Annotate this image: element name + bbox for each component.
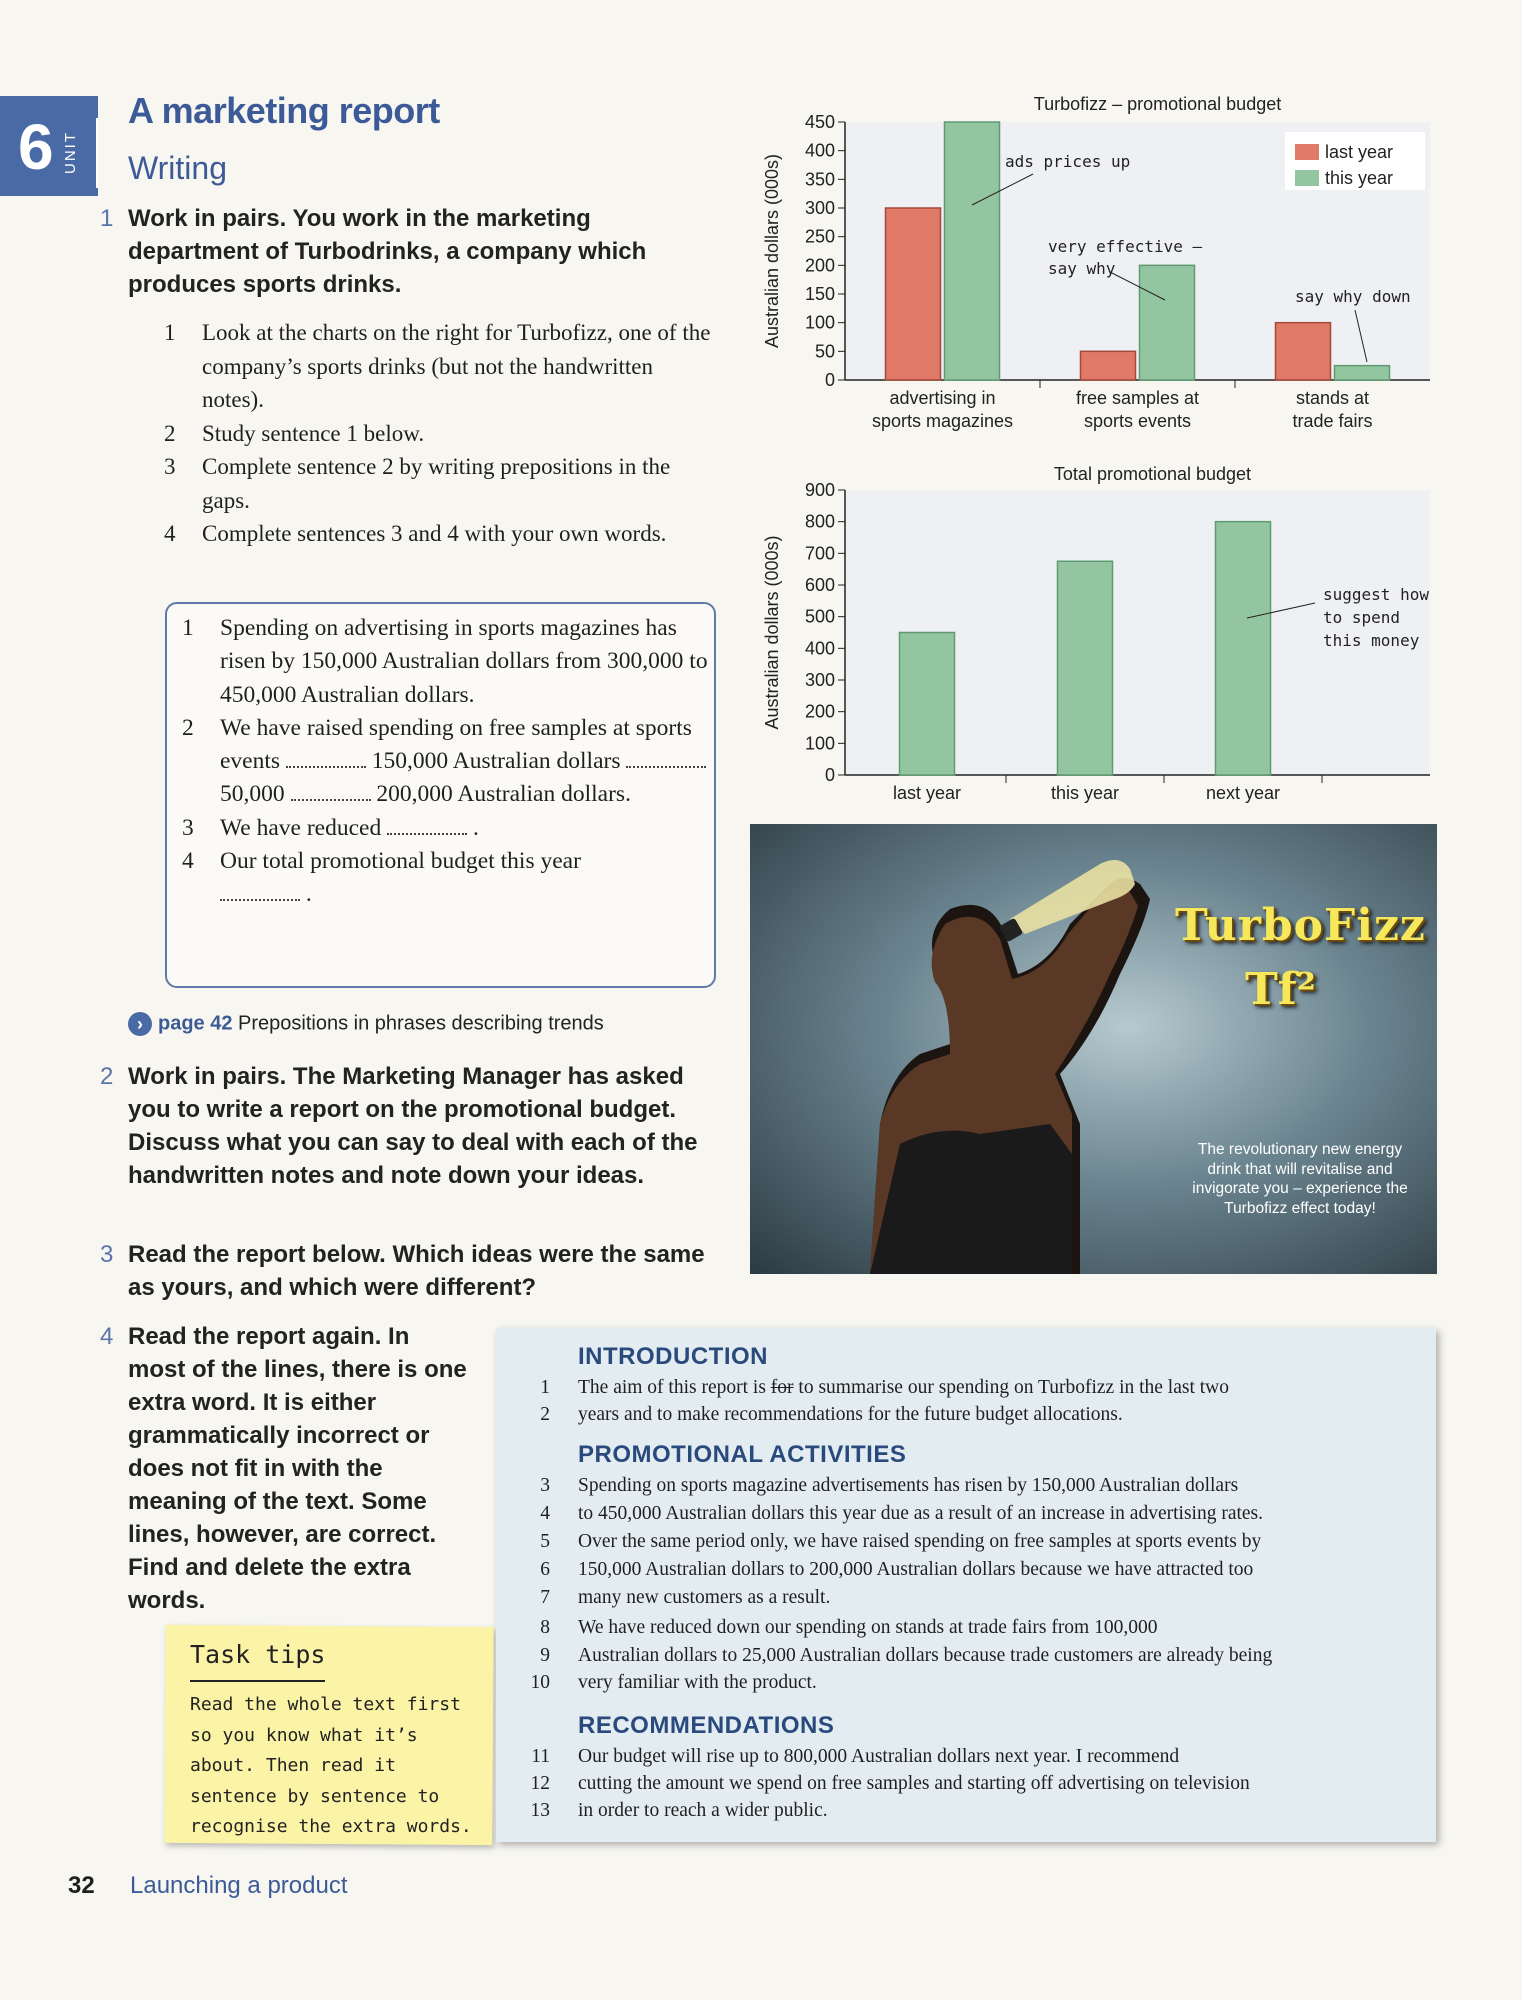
y-tick-label: 100 — [804, 733, 835, 754]
x-tick-label: sports events — [1083, 411, 1192, 431]
page-title: A marketing report — [128, 90, 440, 131]
legend-label: this year — [1325, 168, 1394, 188]
step-item: 3 Complete sentence 2 by writing prepositions in the gaps. — [164, 454, 671, 513]
note-text: suggest how — [1323, 585, 1429, 604]
y-tick-label: 700 — [804, 543, 835, 564]
task-tips-text: Read the whole text first so you know what it’s about. Then read it sentence by sentence to recognise the extra words. — [190, 1694, 472, 1837]
x-tick-label: sports magazines — [871, 411, 1014, 431]
task-instruction: Work in pairs. You work in the marketing department of Turbodrinks, a company which produces sports drinks. — [128, 205, 647, 298]
page-reference[interactable]: › page 42 Prepositions in phrases describing trends — [128, 1012, 604, 1036]
bar — [1216, 522, 1271, 775]
note-text: ads prices up — [1005, 152, 1131, 171]
y-tick-label: 0 — [824, 370, 835, 390]
report-heading-recommendations: RECOMMENDATIONS — [578, 1712, 835, 1739]
sentence-4: 4 Our total promotional budget this year . — [182, 848, 581, 908]
y-tick-label: 600 — [804, 575, 835, 595]
y-tick-label: 50 — [814, 341, 835, 362]
sentence-2: 2 We have raised spending on free samples at sports events 150,000 Australian dollars 50,000 200,000 Australian dollars. — [178, 712, 708, 812]
sentence-3: 3 We have reduced . — [182, 814, 479, 841]
x-tick-label: this year — [1050, 783, 1120, 803]
report-heading-introduction: INTRODUCTION — [578, 1343, 768, 1370]
note-text: very effective – — [1048, 237, 1203, 256]
report-heading-activities: PROMOTIONAL ACTIVITIES — [578, 1441, 907, 1468]
y-tick-label: 800 — [804, 511, 835, 532]
bar-this-year — [1335, 366, 1390, 380]
x-tick-label: free samples at — [1075, 388, 1200, 408]
x-tick-label: next year — [1205, 783, 1281, 803]
chart-total-budget — [760, 460, 1450, 820]
arrow-right-icon: › — [128, 1012, 152, 1036]
ad-brand-name: TurboFizz — [1175, 900, 1426, 951]
y-tick-label: 200 — [804, 701, 835, 722]
task-tips-title: Task tips — [190, 1640, 326, 1669]
bar-last-year — [886, 208, 941, 380]
y-tick-label: 250 — [804, 226, 835, 247]
page-subtitle: Writing — [128, 150, 227, 186]
y-tick-label: 400 — [804, 638, 835, 659]
bar-this-year — [1140, 265, 1195, 380]
gap[interactable] — [291, 781, 371, 801]
unit-label: UNIT — [62, 118, 98, 188]
legend-label: last year — [1325, 142, 1394, 162]
bar-this-year — [945, 122, 1000, 380]
y-tick-label: 350 — [804, 169, 835, 190]
y-tick-label: 300 — [804, 670, 835, 690]
y-tick-label: 200 — [804, 255, 835, 276]
legend-swatch — [1295, 170, 1319, 186]
chart-title: Turbofizz – promotional budget — [1033, 94, 1282, 114]
task-1-steps — [160, 316, 720, 551]
chart-promotional-budget — [760, 90, 1450, 440]
bar — [900, 633, 955, 776]
y-tick-label: 150 — [804, 284, 835, 304]
task-1 — [100, 202, 718, 301]
task-4: 4 Read the report again. In most of the lines, there is one extra word. It is either grammatically incorrect or does not fit in with the meaning of the text. Some lines, however, are correct. Find and delete the extra words. — [100, 1323, 467, 1614]
x-tick-label: stands at — [1295, 388, 1370, 408]
legend-swatch — [1295, 144, 1319, 160]
deleted-word: for — [770, 1377, 794, 1398]
x-tick-label: trade fairs — [1292, 411, 1373, 431]
bar-last-year — [1276, 323, 1331, 380]
gap[interactable] — [220, 881, 300, 901]
task-number: 1 — [100, 205, 114, 232]
y-tick-label: 100 — [804, 312, 835, 333]
y-tick-label: 450 — [804, 112, 835, 132]
gap[interactable] — [626, 748, 706, 768]
y-tick-label: 900 — [804, 480, 835, 500]
note-text: this money — [1323, 631, 1420, 650]
gap[interactable] — [387, 815, 467, 835]
sentence-list — [178, 612, 708, 912]
bar — [1058, 561, 1113, 775]
y-tick-label: 300 — [804, 198, 835, 218]
y-axis-label: Australian dollars (000s) — [762, 153, 782, 349]
x-tick-label: last year — [892, 783, 962, 803]
chart-title: Total promotional budget — [1053, 464, 1252, 484]
chapter-title: Launching a product — [130, 1872, 348, 1899]
sentence-1: 1 Spending on advertising in sports magazines has risen by 150,000 Australian dollars from 300,000 to 450,000 Australian dollars. — [182, 615, 708, 708]
athlete-shirt — [870, 1124, 1072, 1274]
ad-logo: Tf² — [1245, 964, 1316, 1015]
task-2: 2 Work in pairs. The Marketing Manager has asked you to write a report on the promotional budget. Discuss what you can say to deal with each of the handwritten notes and note down your ideas. — [100, 1063, 698, 1189]
page-number: 32 — [68, 1872, 95, 1899]
y-axis-label: Australian dollars (000s) — [762, 535, 782, 730]
gap[interactable] — [286, 748, 366, 768]
step-item: 2 Study sentence 1 below. — [164, 420, 425, 446]
note-text: say why — [1048, 259, 1116, 278]
step-item: 4 Complete sentences 3 and 4 with your own words. — [164, 521, 667, 546]
task-3: 3 Read the report below. Which ideas were the same as yours, and which were different? — [100, 1241, 705, 1301]
y-tick-label: 0 — [824, 765, 835, 785]
step-item: 1 Look at the charts on the right for Turbofizz, one of the company’s sports drinks (but not the handwritten notes). — [164, 320, 711, 412]
note-text: say why down — [1295, 287, 1411, 306]
unit-number: 6 — [18, 111, 54, 183]
divider — [190, 1680, 325, 1682]
bar-last-year — [1081, 351, 1136, 380]
note-text: to spend — [1323, 608, 1401, 627]
y-tick-label: 400 — [804, 140, 835, 161]
x-tick-label: advertising in — [889, 388, 996, 408]
ad-tagline: The revolutionary new energy drink that will revitalise and invigorate you – experience the Turbofizz effect today! — [1192, 1141, 1408, 1217]
y-tick-label: 500 — [804, 606, 835, 627]
